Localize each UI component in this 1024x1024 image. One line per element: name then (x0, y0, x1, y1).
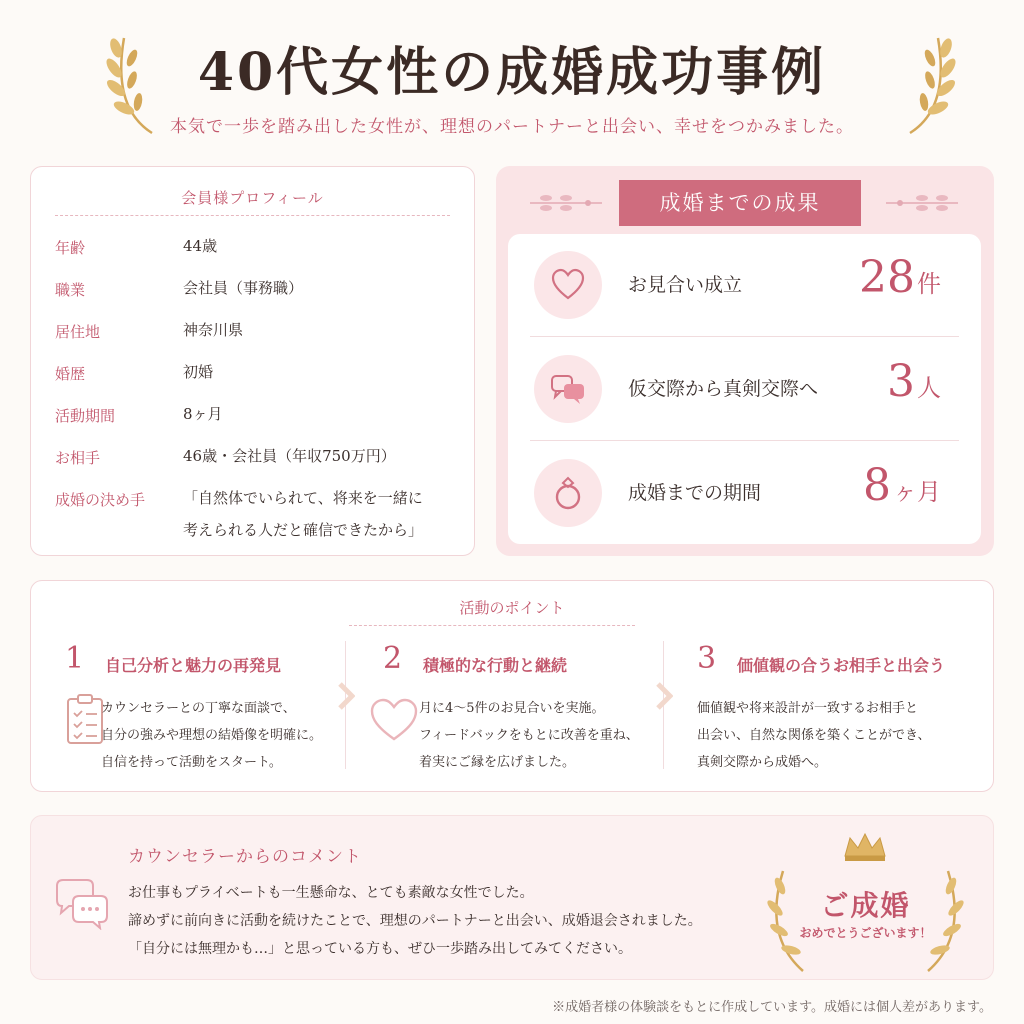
comment-heading: カウンセラーからのコメント (128, 847, 362, 867)
comment-line: 諦めずに前向きに活動を続けたことで、理想のパートナーと出会い、成婚退会されました。 (128, 913, 702, 929)
badge-subtitle: おめでとうございます！ (799, 926, 932, 940)
divider (55, 215, 450, 216)
point-title: 自己分析と魅力の再発見 (105, 656, 282, 675)
heart-outline-icon (369, 697, 419, 743)
point-line: 出会い、自然な関係を築くことができ、 (697, 728, 931, 743)
page-header (0, 0, 1024, 150)
point-line: 価値観や将来設計が一致するお相手と (697, 701, 919, 716)
point-title: 価値観の合うお相手と出会う (737, 656, 946, 675)
divider (530, 336, 959, 337)
profile-value: 初婚 (183, 363, 214, 381)
profile-heading: 会員様プロフィール (181, 189, 324, 207)
points-heading: 活動のポイント (459, 599, 565, 617)
profile-label: 職業 (55, 281, 86, 299)
result-unit: 人 (917, 374, 941, 402)
point-description (697, 695, 930, 776)
page-title: 40代女性の成婚成功事例 (197, 42, 827, 103)
point-line: カウンセラーとの丁寧な面談で、 (101, 701, 296, 716)
result-row-period (508, 442, 981, 544)
profile-label: 居住地 (55, 323, 101, 341)
divider (349, 625, 635, 626)
points-card (30, 580, 994, 792)
point-title: 積極的な行動と継続 (423, 656, 568, 675)
point-number: 2 (383, 641, 403, 676)
result-icon-wrap (534, 251, 602, 319)
comment-line: 「自分には無理かも…」と思っている方も、ぜひ一歩踏み出してみてください。 (128, 941, 632, 957)
result-unit: ヶ月 (893, 478, 941, 506)
chevron-right-icon (655, 681, 673, 711)
footnote: ※成婚者様の体験談をもとに作成しています。成婚には個人差があります。 (552, 1000, 992, 1015)
point-2 (383, 641, 683, 781)
result-label: 仮交際から真剣交際へ (628, 378, 819, 400)
profile-value: 「自然体でいられて、将来を一緒に (183, 489, 423, 507)
result-unit: 件 (917, 270, 941, 298)
result-label: 成婚までの期間 (628, 482, 762, 504)
ring-icon (550, 475, 586, 511)
results-list (508, 234, 981, 544)
point-line: 自信を持って活動をスタート。 (101, 755, 282, 770)
heart-icon (550, 267, 586, 303)
profile-value: 会社員（事務職） (183, 279, 304, 297)
sprig-left-icon (526, 188, 606, 218)
profile-label: 婚歴 (55, 365, 86, 383)
comment-line: お仕事もプライベートも一生懸命な、とても素敵な女性でした。 (128, 885, 534, 901)
point-line: 真剣交際から成婚へ。 (697, 755, 828, 770)
chevron-right-icon (337, 681, 355, 711)
profile-card (30, 166, 475, 556)
result-label: お見合い成立 (628, 274, 743, 296)
result-value (859, 252, 941, 303)
results-heading: 成婚までの成果 (619, 180, 861, 226)
result-number: 8 (863, 460, 891, 511)
profile-value: 神奈川県 (183, 321, 244, 339)
speech-bubbles-icon (53, 878, 109, 930)
clipboard-checklist-icon (65, 693, 105, 745)
profile-label: 年齢 (55, 239, 86, 257)
profile-value: 8ヶ月 (183, 405, 223, 423)
result-value (887, 356, 941, 407)
point-number: 1 (65, 641, 85, 676)
result-icon-wrap (534, 355, 602, 423)
point-3 (697, 641, 997, 781)
results-panel (496, 166, 994, 556)
result-value (863, 460, 941, 511)
profile-value: 44歳 (183, 237, 218, 255)
page-subtitle: 本気で一歩を踏み出した女性が、理想のパートナーと出会い、幸せをつかみました。 (170, 117, 854, 137)
profile-label: お相手 (55, 449, 101, 467)
result-icon-wrap (534, 459, 602, 527)
point-1 (65, 641, 365, 781)
result-row-matches (508, 234, 981, 336)
point-line: フィードバックをもとに改善を重ね、 (419, 728, 639, 743)
result-row-serious-dating (508, 338, 981, 440)
result-number: 28 (859, 252, 915, 303)
point-description (419, 695, 639, 776)
point-line: 月に4〜5件のお見合いを実施。 (419, 701, 605, 716)
point-line: 着実にご縁を広げました。 (419, 755, 576, 770)
point-description (101, 695, 322, 776)
badge-title: ご成婚 (820, 889, 911, 922)
profile-value: 46歳・会社員（年収750万円） (183, 447, 396, 465)
profile-label: 成婚の決め手 (55, 491, 146, 509)
sprig-right-icon (882, 188, 962, 218)
point-line: 自分の強みや理想の結婚像を明確に。 (101, 728, 323, 743)
divider (530, 440, 959, 441)
point-number: 3 (697, 641, 717, 676)
counselor-comment-card (30, 815, 994, 980)
chat-bubbles-icon (550, 371, 586, 407)
congratulations-badge (753, 826, 978, 976)
profile-label: 活動期間 (55, 407, 116, 425)
result-number: 3 (887, 356, 915, 407)
profile-value-line2: 考えられる人だと確信できたから」 (183, 521, 424, 539)
